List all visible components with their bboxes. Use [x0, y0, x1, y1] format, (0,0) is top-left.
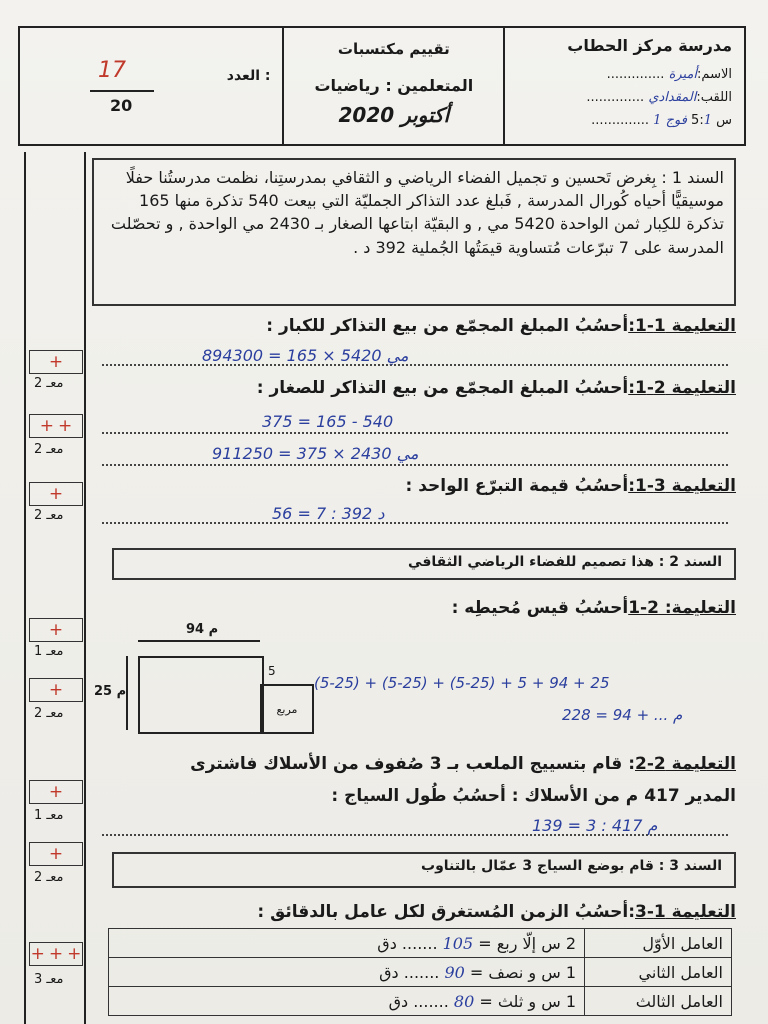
- q1-3-answer[interactable]: 56 = 7 : 392 د: [272, 504, 385, 523]
- worker-name: العامل الثاني: [585, 958, 732, 987]
- mark-box: +: [29, 350, 83, 374]
- q3-1: التعليمة 1-3:أحسُبُ الزمن المُستغرق لكل عامل بالدقائق :: [257, 902, 736, 922]
- height-label: 25 م: [94, 684, 127, 699]
- mark-label: معـ 2: [34, 706, 64, 721]
- mark-box: +: [29, 678, 83, 702]
- worker-time[interactable]: 1 س و ثلث = 80 ....... دق: [109, 987, 585, 1016]
- exam-title: تقييم مكتسبات: [337, 40, 450, 58]
- answer-line: [102, 432, 728, 434]
- student-info-box: [505, 28, 744, 144]
- worker-name: العامل الثالث: [585, 987, 732, 1016]
- name-field: الاسم:أميرة ..............: [606, 67, 732, 82]
- q2-1: التعليمة: 2-1أحسُبُ قيس مُحيطِه :: [451, 598, 736, 618]
- sanad-2-box: السند 2 : هذا تصميم للفضاء الرياضي الثقافي: [112, 548, 736, 580]
- mark-label: معـ 1: [34, 644, 64, 659]
- exam-date: أكتوبر 2020: [338, 103, 450, 127]
- q1-2-answer-1[interactable]: 375 = 165 - 540: [262, 412, 394, 431]
- q2-1-answer-1[interactable]: (5-25) + (5-25) + (5-25) + 5 + 94 + 25: [314, 674, 610, 692]
- width-arrow: [138, 640, 260, 642]
- mark-box: +: [29, 618, 83, 642]
- mark-label: معـ 2: [34, 508, 64, 523]
- q1-1-answer[interactable]: 894300 = 165 × 5420 مي: [202, 346, 409, 365]
- sanad-3-box: السند 3 : قام بوضع السياج 3 عمّال بالتناوب: [112, 852, 736, 888]
- q2-2: التعليمة 2-2: قام بتسييج الملعب بـ 3 صُفوف من الأسلاك فاشترى: [190, 754, 736, 774]
- mark-box: +: [29, 780, 83, 804]
- field-rectangle: [138, 656, 264, 734]
- answer-line: [102, 364, 728, 366]
- answer-line: [102, 464, 728, 466]
- class-field: س 5:1 فوج 1 ..............: [591, 113, 732, 128]
- q1-2: التعليمة 2-1:أحسُبُ المبلغ المجمّع من بيع التذاكر للصغار :: [256, 378, 736, 398]
- mark-box: + + +: [30, 944, 82, 964]
- height-arrow: [126, 656, 128, 730]
- surname-field: اللقب:المقدادي ..............: [586, 90, 732, 105]
- mark-label: معـ 1: [34, 808, 64, 823]
- width-label: 94 م: [186, 622, 219, 637]
- worker-time[interactable]: 2 س إلّا ربع = 105 ....... دق: [109, 929, 585, 958]
- exam-header: [18, 26, 746, 146]
- grade-box: [20, 28, 284, 144]
- mark-label: معـ 2: [34, 870, 64, 885]
- grade-score: 17: [98, 58, 126, 83]
- grade-total: 20: [110, 96, 133, 115]
- mark-box: +: [29, 842, 83, 866]
- table-row: [109, 958, 732, 987]
- q1-2-answer-2[interactable]: 911250 = 375 × 2430 مي: [212, 444, 419, 463]
- q2-2-cont: المدير 417 م من الأسلاك : أحسُبُ طُول السياج :: [331, 786, 736, 806]
- q1-1: التعليمة 1-1:أحسُبُ المبلغ المجمّع من بيع التذاكر للكبار :: [266, 316, 736, 336]
- grade-fraction-line: [90, 90, 154, 92]
- workers-table: [108, 928, 732, 1016]
- grade-label: العدد :: [226, 68, 271, 84]
- answer-line: [102, 522, 728, 524]
- worker-time[interactable]: 1 س و نصف = 90 ....... دق: [109, 958, 585, 987]
- marks-column: [24, 152, 86, 1024]
- q2-2-answer[interactable]: 139 = 3 : 417 م: [532, 816, 658, 835]
- table-row: [109, 987, 732, 1016]
- small-side-label: 5: [268, 664, 276, 678]
- q2-1-answer-2[interactable]: 228 = 94 + ... م: [562, 706, 683, 724]
- table-row: [109, 929, 732, 958]
- sanad-1-box: السند 1 : بِغرض تَحسين و تجميل الفضاء الرياضي و الثقافي بمدرستِنا، نظمت مدرستُنا حفلًا موسيقيًّا أحياه كُورال المدرسة , فَبلغ عدد التذاكر الجمليّة التي بيعت 540 تذكرة منها 165 تذكرة للكِبار ثمن الواحدة 5420 مي , و البقيّة ابتاعها الصغار بـ 2430 مي الواحدة , و تحصّلت المدرسة على 7 تبرّعات مُتساوية قيمَتُها الجُملية 392 د .: [92, 158, 736, 306]
- q1-3: التعليمة 3-1:أحسُبُ قيمة التبرّع الواحد :: [405, 476, 736, 496]
- exam-subject: المتعلمين : رياضيات: [314, 76, 474, 95]
- mark-label: معـ 3: [34, 972, 64, 987]
- worker-name: العامل الأوّل: [585, 929, 732, 958]
- square-annex: مربع: [260, 684, 314, 734]
- title-box: [284, 28, 505, 144]
- mark-label: معـ 2: [34, 442, 64, 457]
- mark-box: + +: [29, 414, 83, 438]
- mark-label: معـ 2: [34, 376, 64, 391]
- school-name: مدرسة مركز الحطاب: [567, 36, 732, 55]
- mark-box: +: [29, 482, 83, 506]
